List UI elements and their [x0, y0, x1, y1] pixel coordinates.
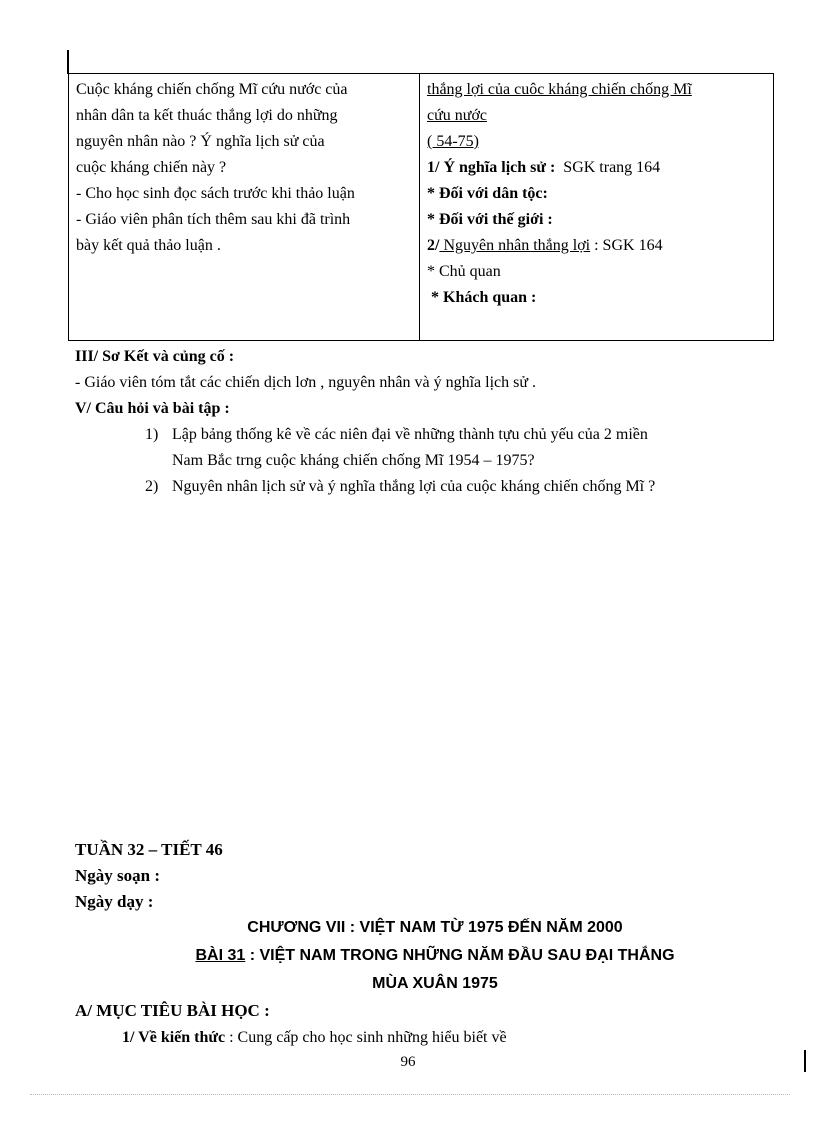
- activity-line: nguyên nhân nào ? Ý nghĩa lịch sử của: [76, 133, 325, 150]
- prep-date: Ngày soạn :: [75, 866, 161, 885]
- content-cell: [420, 74, 774, 341]
- activity-line: nhân dân ta kết thuác thắng lợi do những: [76, 107, 338, 124]
- reasons-label: Nguyên nhân thắng lợi: [439, 237, 591, 254]
- summary-heading: III/ Sơ Kết và củng cố :: [75, 348, 235, 365]
- meaning-ref: SGK trang 164: [563, 159, 661, 176]
- exercise-text: Lập bảng thống kê về các niên đại về những thành tựu chủ yếu của 2 miền: [172, 426, 648, 443]
- teach-date: Ngày dạy :: [75, 892, 154, 911]
- summary-text: - Giáo viên tóm tắt các chiến dịch lơn , nguyên nhân và ý nghĩa lịch sử .: [75, 374, 537, 391]
- exercise-text: Nguyên nhân lịch sử và ý nghĩa thắng lợi của cuộc kháng chiến chống Mĩ ?: [172, 478, 656, 495]
- lesson-label: BÀI 31: [195, 947, 246, 964]
- exercise-list: [145, 422, 785, 500]
- national-line: * Đối với dân tộc:: [427, 185, 548, 202]
- knowledge-text: : Cung cấp cho học sinh những hiểu biết về: [225, 1029, 507, 1046]
- margin-mark-top: [67, 50, 69, 74]
- meaning-line: [427, 155, 767, 181]
- list-item: [145, 474, 785, 500]
- activity-cell: [69, 74, 420, 341]
- subjective-line: * Chủ quan: [427, 263, 501, 280]
- activity-line: bày kết quả thảo luận .: [76, 237, 221, 254]
- list-item: [145, 422, 785, 474]
- list-number: 1): [145, 426, 159, 443]
- meaning-label: 1/ Ý nghĩa lịch sử :: [427, 159, 556, 176]
- table-row: [69, 74, 774, 341]
- activity-line: - Cho học sinh đọc sách trước khi thảo luận: [76, 185, 355, 202]
- week-heading: TUẦN 32 – TIẾT 46: [75, 840, 223, 859]
- knowledge-line: [122, 1025, 507, 1051]
- content-title: thắng lợi của cuôc kháng chiến chống Mĩ: [427, 81, 692, 98]
- reasons-ref: : SGK 164: [590, 237, 663, 254]
- lesson-title-a: : VIỆT NAM TRONG NHỮNG NĂM ĐẦU SAU ĐẠI THẮNG: [245, 947, 675, 964]
- lesson-title-cont: MÙA XUÂN 1975: [372, 975, 498, 992]
- page-bottom-border: [30, 1094, 790, 1095]
- reasons-line: [427, 233, 767, 259]
- content-title-cont: cứu nước: [427, 107, 488, 124]
- knowledge-label: 1/ Về kiến thức: [122, 1029, 226, 1046]
- exercises-heading: V/ Câu hỏi và bài tập :: [75, 400, 230, 417]
- margin-mark-right: [804, 1050, 806, 1072]
- activity-line: Cuộc kháng chiến chống Mĩ cứu nước của: [76, 81, 348, 98]
- activity-line: cuộc kháng chiến này ?: [76, 159, 227, 176]
- list-number: 2): [145, 478, 159, 495]
- objectives-heading: A/ MỤC TIÊU BÀI HỌC :: [75, 1001, 270, 1020]
- world-line: * Đối với thế giới :: [427, 211, 553, 228]
- lesson-table: [68, 73, 774, 341]
- reasons-num: 2/: [427, 237, 440, 254]
- exercise-text: Nam Bắc trng cuộc kháng chiến chống Mĩ 1954 – 1975?: [172, 452, 535, 469]
- activity-line: - Giáo viên phân tích thêm sau khi đã trình: [76, 211, 351, 228]
- page-number: 96: [400, 1054, 416, 1070]
- chapter-title: CHƯƠNG VII : VIỆT NAM TỪ 1975 ĐẾN NĂM 2000: [247, 919, 623, 936]
- lesson-title: [100, 943, 770, 969]
- objective-line: * Khách quan :: [427, 289, 537, 306]
- content-title-years: ( 54-75): [427, 133, 479, 150]
